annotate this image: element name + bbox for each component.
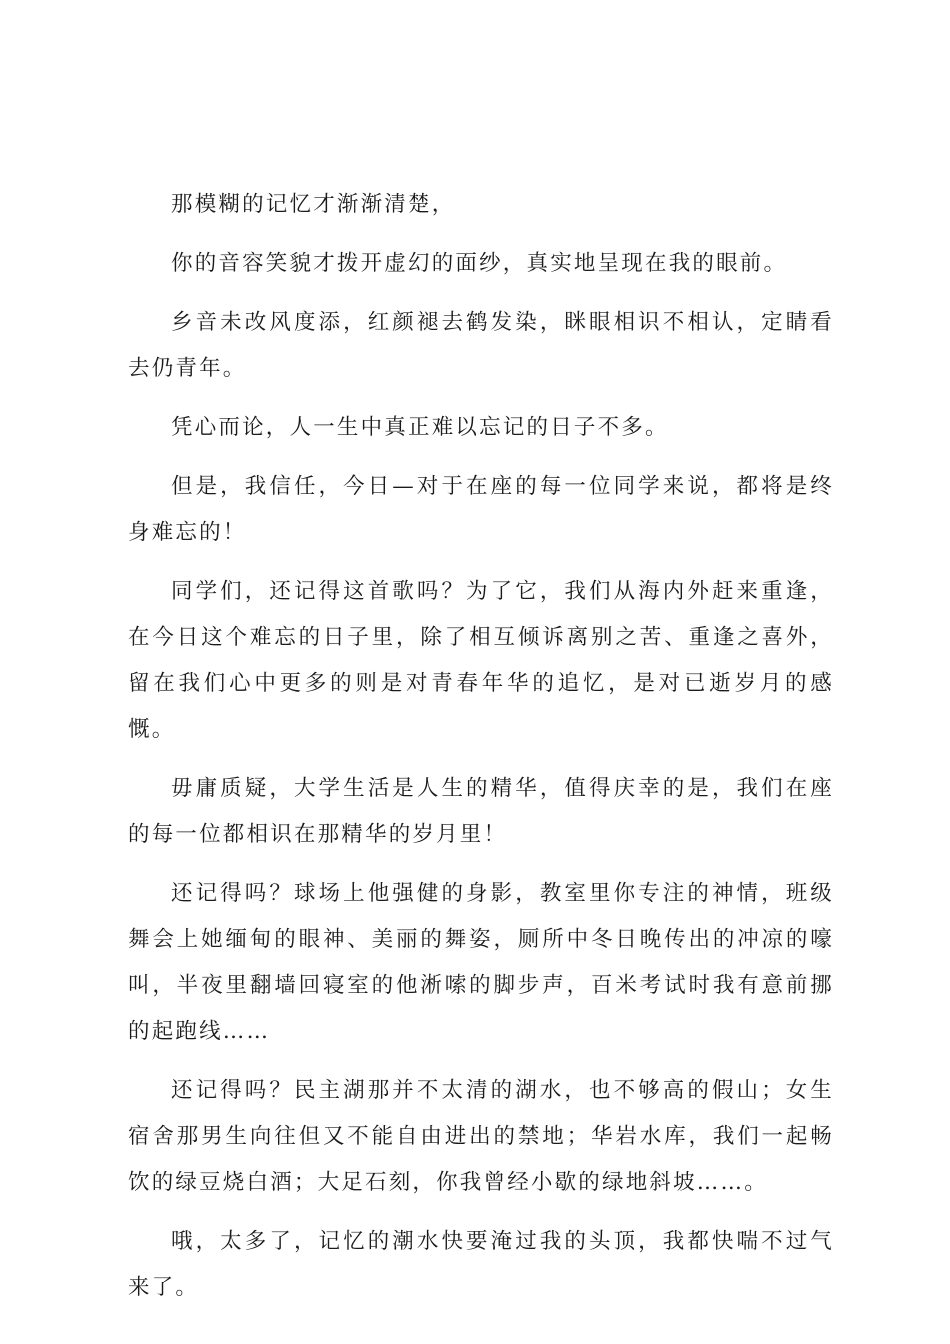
paragraph: 那模糊的记忆才渐渐清楚， [171, 192, 456, 217]
paragraph: 还记得吗？民主湖那并不太清的湖水，也不够高的假山；女生宿舍那男生向往但又不能自由进出的禁地；华岩水库，我们一起畅饮的绿豆烧白酒；大足石刻，你我曾经小歇的绿地斜坡……。 [128, 1078, 834, 1195]
document-body [128, 182, 834, 1324]
paragraph: 哦，太多了，记忆的潮水快要淹过我的头顶，我都快喘不过气来了。 [128, 1229, 834, 1300]
paragraph: 同学们，还记得这首歌吗？为了它，我们从海内外赶来重逢，在今日这个难忘的日子里，除了相互倾诉离别之苦、重逢之喜外，留在我们心中更多的则是对青春年华的追忆，是对已逝岁月的感慨。 [128, 579, 834, 742]
paragraph: 还记得吗？球场上他强健的身影，教室里你专注的神情，班级舞会上她缅甸的眼神、美丽的舞姿，厕所中冬日晚传出的冲凉的嚎叫，半夜里翻墙回寝室的他淅嗦的脚步声，百米考试时我有意前挪的起跑线…… [128, 881, 834, 1044]
paragraph: 凭心而论，人一生中真正难以忘记的日子不多。 [171, 415, 669, 440]
paragraph: 你的音容笑貌才拨开虚幻的面纱，真实地呈现在我的眼前。 [171, 251, 788, 276]
paragraph: 但是，我信任，今日—对于在座的每一位同学来说，都将是终身难忘的！ [128, 474, 834, 545]
paragraph: 乡音未改风度添，红颜褪去鹤发染，眯眼相识不相认，定睛看去仍青年。 [128, 310, 834, 381]
paragraph: 毋庸质疑，大学生活是人生的精华，值得庆幸的是，我们在座的每一位都相识在那精华的岁月里！ [128, 776, 834, 847]
